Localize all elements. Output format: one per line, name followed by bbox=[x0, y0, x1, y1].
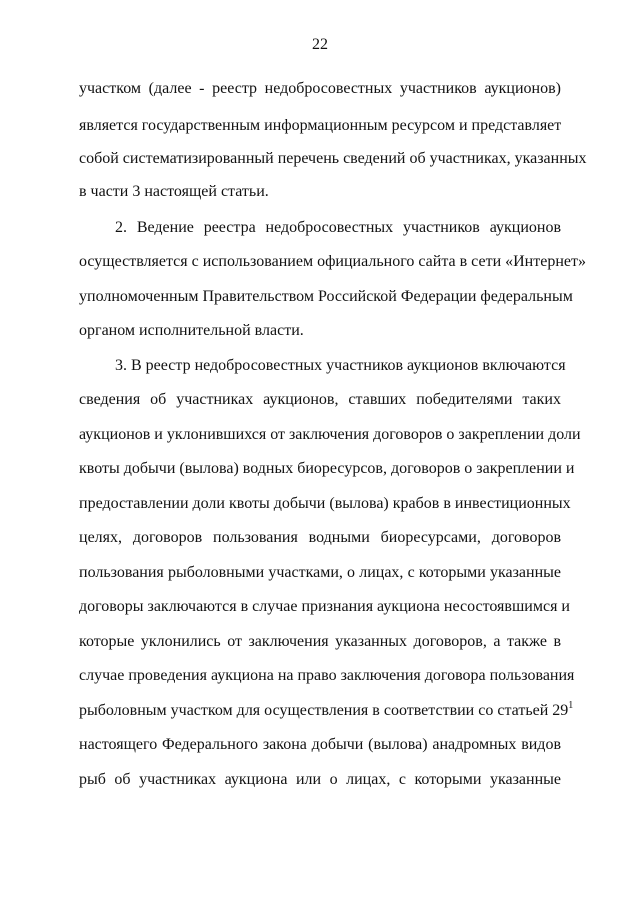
text-line: случае проведения аукциона на право заключения договора пользования bbox=[79, 667, 575, 684]
superscript-marker: 1 bbox=[568, 700, 574, 711]
text-line: является государственным информационным ресурсом и представляет bbox=[79, 117, 562, 134]
text-line: органом исполнительной власти. bbox=[79, 322, 304, 339]
text-line: в части 3 настоящей статьи. bbox=[79, 183, 269, 200]
text-line: собой систематизированный перечень сведений об участниках, указанных bbox=[79, 150, 587, 167]
text-line-with-superscript bbox=[79, 700, 574, 721]
text-line: участком (далее - реестр недобросовестных участников аукционов) bbox=[79, 80, 561, 97]
text-line: настоящего Федерального закона добычи (вылова) анадромных видов bbox=[79, 736, 561, 753]
text-line: уполномоченным Правительством Российской Федерации федеральным bbox=[79, 288, 573, 305]
text-line-content: рыболовным участком для осуществления в соответствии со статьей 29 bbox=[79, 702, 569, 719]
text-line: предоставлении доли квоты добычи (вылова) крабов в инвестиционных bbox=[79, 495, 571, 512]
paragraph-3-first-line: 3. В реестр недобросовестных участников аукционов включаются bbox=[115, 357, 566, 374]
text-line: квоты добычи (вылова) водных биоресурсов, договоров о закреплении и bbox=[79, 460, 575, 477]
text-line: которые уклонились от заключения указанных договоров, а также в bbox=[79, 633, 561, 650]
text-line: сведения об участниках аукционов, ставших победителями таких bbox=[79, 391, 561, 408]
text-line: пользования рыболовными участками, о лицах, с которыми указанные bbox=[79, 564, 561, 581]
text-line: рыб об участниках аукциона или о лицах, с которыми указанные bbox=[79, 771, 561, 788]
text-line: целях, договоров пользования водными биоресурсами, договоров bbox=[79, 529, 561, 546]
page-number: 22 bbox=[312, 36, 328, 53]
paragraph-2-first-line: 2. Ведение реестра недобросовестных участников аукционов bbox=[115, 219, 561, 236]
text-line: договоры заключаются в случае признания аукциона несостоявшимся и bbox=[79, 598, 570, 615]
text-line: осуществляется с использованием официального сайта в сети «Интернет» bbox=[79, 253, 586, 270]
text-line: аукционов и уклонившихся от заключения договоров о закреплении доли bbox=[79, 426, 581, 443]
